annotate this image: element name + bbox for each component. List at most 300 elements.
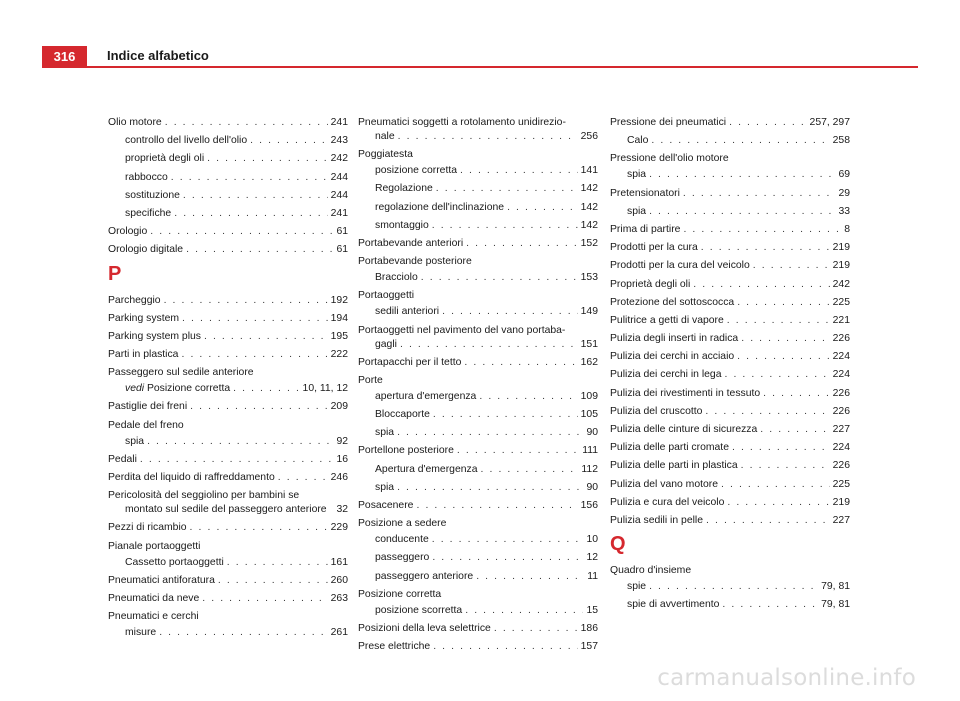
index-entry — [108, 226, 348, 238]
leader-dots — [727, 315, 830, 327]
index-entry — [108, 472, 348, 484]
entry-term: smontaggio — [375, 219, 429, 231]
leader-dots — [732, 442, 830, 454]
leader-dots — [400, 339, 578, 351]
leader-dots — [181, 349, 327, 361]
leader-dots — [433, 641, 577, 653]
page-title: Indice alfabetico — [107, 48, 209, 63]
entry-term: Olio motore — [108, 117, 162, 128]
leader-dots — [763, 388, 830, 400]
entry-term: Posizione corretta — [146, 383, 231, 395]
index-entry — [358, 464, 598, 476]
index-entry — [358, 605, 598, 617]
index-heading: Porte — [358, 374, 383, 386]
leader-dots — [233, 383, 299, 395]
leader-dots — [174, 208, 327, 220]
page-ref: 162 — [580, 356, 598, 368]
page-ref: 90 — [586, 427, 598, 439]
entry-term: Portapacchi per il tetto — [358, 356, 462, 368]
index-entry — [358, 571, 598, 583]
page-ref: 79, 81 — [821, 599, 850, 611]
entry-term: spia — [375, 481, 395, 493]
page-ref: 224 — [832, 442, 850, 454]
page-ref: 209 — [330, 401, 348, 413]
entry-term: spie di avvertimento — [627, 599, 720, 611]
index-entry — [610, 424, 850, 436]
leader-dots — [683, 188, 836, 200]
page-ref: 192 — [330, 294, 348, 306]
page-ref: 90 — [586, 481, 598, 493]
index-entry — [610, 135, 850, 147]
leader-dots — [741, 333, 829, 345]
leader-dots — [433, 409, 578, 421]
index-heading: Pneumatici soggetti a rotolamento unidirezio- — [358, 117, 566, 128]
index-entry — [610, 279, 850, 291]
entry-term: Pulizia degli inserti in radica — [610, 333, 739, 345]
page-ref: 226 — [832, 387, 850, 399]
page-ref: 92 — [336, 435, 348, 447]
index-entry — [358, 165, 598, 177]
entry-term: misure — [125, 627, 157, 639]
index-entry — [610, 333, 850, 345]
page-ref: 225 — [832, 478, 850, 490]
leader-dots — [436, 183, 578, 195]
page-ref: 194 — [330, 312, 348, 324]
index-entry — [108, 575, 348, 587]
index-entry — [358, 339, 598, 351]
entry-term: Pulizia delle cinture di sicurezza — [610, 424, 758, 435]
leader-dots — [724, 369, 829, 381]
page-ref: 221 — [832, 314, 850, 326]
page-ref: 246 — [330, 472, 348, 483]
index-entry — [358, 131, 598, 143]
index-entry — [108, 172, 348, 184]
entry-term: Parking system — [108, 312, 180, 324]
leader-dots — [481, 464, 579, 476]
entry-term: Apertura d'emergenza — [375, 463, 478, 475]
entry-term: passeggero anteriore — [375, 570, 474, 582]
index-entry — [358, 552, 598, 564]
index-entry — [108, 436, 348, 448]
leader-dots — [722, 599, 818, 611]
leader-dots — [432, 534, 584, 546]
leader-dots — [476, 571, 584, 583]
entry-term: passeggero — [375, 552, 430, 564]
entry-term: Pulizia delle parti cromate — [610, 442, 729, 454]
section-letter: Q — [610, 533, 626, 556]
index-entry — [108, 313, 348, 325]
page-ref: 222 — [330, 349, 348, 361]
index-entry — [358, 641, 598, 653]
index-entry — [610, 315, 850, 327]
index-heading: Pneumatici e cerchi — [108, 611, 199, 623]
watermark: carmanualsonline.info — [657, 665, 916, 691]
leader-dots — [202, 593, 327, 605]
entry-term: Pretensionatori — [610, 187, 680, 199]
index-entry — [358, 427, 598, 439]
index-entry — [610, 479, 850, 491]
index-column-3 — [610, 117, 850, 618]
index-entry — [108, 522, 348, 534]
page-ref: 151 — [580, 338, 598, 350]
index-entry — [610, 297, 850, 309]
page-ref: 226 — [832, 460, 850, 472]
page-ref: 161 — [330, 556, 348, 568]
page-ref: 111 — [582, 445, 598, 457]
leader-dots — [150, 226, 333, 238]
index-entry — [610, 515, 850, 527]
index-entry — [358, 500, 598, 512]
page-ref: 224 — [832, 369, 850, 381]
entry-term: Regolazione — [375, 183, 433, 195]
entry-term: Pulizia sedili in pelle — [610, 514, 703, 526]
page-ref: 79, 81 — [821, 581, 850, 593]
index-entry — [358, 623, 598, 635]
leader-dots — [432, 220, 578, 232]
index-entry — [108, 383, 348, 395]
page-ref: 11 — [587, 570, 598, 582]
index-entry — [610, 224, 850, 236]
entry-term: Calo — [627, 135, 649, 147]
index-heading: Pressione dell'olio motore — [610, 153, 729, 165]
index-heading: Pedale del freno — [108, 419, 184, 431]
index-entry — [358, 272, 598, 284]
entry-term: Pulizia del vano motore — [610, 478, 719, 490]
leader-dots — [416, 500, 577, 512]
entry-term: Pulizia delle parti in plastica — [610, 460, 738, 472]
leader-dots — [479, 391, 577, 403]
page-ref: 260 — [330, 574, 348, 586]
entry-term: Pressione dei pneumatici — [610, 117, 727, 128]
leader-dots — [737, 297, 829, 309]
page-ref: 219 — [832, 496, 850, 508]
page-ref: 15 — [586, 604, 598, 616]
entry-term: Portabevande anteriori — [358, 237, 464, 249]
leader-dots — [147, 436, 333, 448]
entry-term: Pneumatici antiforatura — [108, 574, 215, 586]
leader-dots — [737, 351, 829, 363]
index-entry — [108, 244, 348, 256]
page-ref: 225 — [832, 296, 850, 308]
index-entry — [610, 406, 850, 418]
page-ref: 142 — [580, 183, 598, 195]
page-ref: 109 — [580, 390, 598, 402]
entry-term: nale — [375, 131, 395, 142]
entry-term: montato sul sedile del passeggero anteriore — [125, 504, 327, 516]
leader-dots — [729, 117, 806, 129]
entry-term: Posizioni della leva selettrice — [358, 622, 491, 634]
index-entry — [610, 206, 850, 218]
entry-term: Parti in plastica — [108, 349, 179, 361]
leader-dots — [649, 581, 818, 593]
leader-dots — [727, 497, 829, 509]
entry-term: gagli — [375, 338, 397, 350]
index-entry — [358, 391, 598, 403]
page-ref: 186 — [580, 622, 598, 634]
page-ref: 244 — [330, 171, 348, 183]
page-ref: 12 — [586, 552, 598, 564]
leader-dots — [651, 135, 829, 147]
index-entry — [358, 534, 598, 546]
index-entry — [358, 238, 598, 250]
entry-term: Cassetto portaoggetti — [125, 556, 224, 568]
leader-dots — [507, 202, 578, 214]
entry-term: Bloccaporte — [375, 409, 430, 421]
page-ref: 61 — [336, 226, 348, 238]
entry-term: Pulizia dei cerchi in lega — [610, 369, 722, 381]
index-entry — [108, 557, 348, 569]
leader-dots — [683, 224, 841, 236]
page-ref: 227 — [832, 514, 850, 526]
header-rule — [42, 66, 918, 68]
index-heading: Poggiatesta — [358, 149, 413, 161]
entry-term: spie — [627, 581, 647, 593]
entry-term: Pulizia dei rivestimenti in tessuto — [610, 387, 761, 399]
leader-dots — [494, 623, 578, 635]
index-entry — [610, 599, 850, 611]
page-ref: 8 — [844, 223, 850, 235]
page-number: 316 — [42, 46, 87, 68]
entry-term: Prima di partire — [610, 223, 681, 235]
section-letter: P — [108, 262, 122, 285]
index-entry — [610, 581, 850, 593]
page-ref: 29 — [838, 187, 850, 199]
index-entry — [108, 117, 348, 129]
index-heading: Portaoggetti — [358, 290, 415, 302]
entry-term: spia — [627, 169, 647, 181]
leader-dots — [164, 295, 328, 307]
entry-term: controllo del livello dell'olio — [125, 135, 248, 147]
index-entry — [108, 190, 348, 202]
leader-dots — [278, 472, 328, 484]
index-entry — [610, 460, 850, 472]
entry-term: Pastiglie dei freni — [108, 401, 188, 413]
page-ref: 226 — [832, 405, 850, 417]
leader-dots — [397, 482, 583, 494]
leader-dots — [693, 279, 829, 291]
leader-dots — [165, 117, 328, 129]
page-ref: 105 — [580, 409, 598, 421]
leader-dots — [171, 172, 328, 184]
page-ref: 229 — [330, 522, 348, 534]
page-ref: 156 — [580, 500, 598, 511]
entry-term: Pulizia del cruscotto — [610, 405, 703, 417]
entry-term: sostituzione — [125, 189, 180, 201]
entry-term: Pedali — [108, 453, 137, 465]
entry-term: Orologio — [108, 226, 148, 238]
leader-dots — [432, 552, 583, 564]
index-entry — [610, 260, 850, 272]
index-entry — [610, 169, 850, 181]
leader-dots — [457, 445, 579, 457]
leader-dots — [649, 169, 835, 181]
index-column-2 — [358, 117, 598, 659]
page-ref: 61 — [336, 244, 348, 256]
index-entry — [108, 135, 348, 147]
index-heading: Pianale portaoggetti — [108, 540, 201, 552]
index-entry — [610, 388, 850, 400]
index-entry — [610, 242, 850, 254]
page-ref: 258 — [832, 135, 850, 147]
index-heading: Portaoggetti nel pavimento del vano portaba- — [358, 324, 566, 336]
index-entry — [108, 627, 348, 639]
leader-dots — [466, 238, 578, 250]
page-ref: 242 — [832, 278, 850, 290]
page-ref: 219 — [832, 242, 850, 254]
index-entry — [108, 504, 348, 516]
page-ref: 157 — [580, 641, 598, 653]
page-ref: 242 — [330, 153, 348, 165]
page-ref: 69 — [838, 169, 850, 181]
leader-dots — [753, 260, 830, 272]
entry-term: Pulitrice a getti di vapore — [610, 314, 724, 326]
index-entry — [358, 482, 598, 494]
entry-term: Protezione del sottoscocca — [610, 296, 735, 308]
leader-dots — [741, 460, 830, 472]
entry-term: spia — [375, 427, 395, 439]
leader-dots — [397, 427, 583, 439]
leader-dots — [421, 272, 578, 284]
entry-term: conducente — [375, 534, 429, 546]
index-entry — [610, 497, 850, 509]
index-heading: Passeggero sul sedile anteriore — [108, 367, 254, 379]
leader-dots — [227, 557, 328, 569]
page-ref: 10, 11, 12 — [302, 383, 348, 395]
leader-dots — [398, 131, 578, 143]
page-ref: 112 — [581, 463, 598, 475]
index-entry — [610, 117, 850, 129]
index-entry — [358, 445, 598, 457]
index-entry — [108, 153, 348, 165]
page-ref: 16 — [336, 453, 348, 465]
leader-dots — [706, 515, 830, 527]
page-ref: 263 — [330, 592, 348, 604]
index-heading: Portabevande posteriore — [358, 256, 472, 268]
entry-term: specifiche — [125, 207, 172, 219]
index-entry — [610, 351, 850, 363]
page-ref: 244 — [330, 189, 348, 201]
entry-term: regolazione dell'inclinazione — [375, 201, 505, 213]
index-entry — [610, 188, 850, 200]
leader-dots — [649, 206, 835, 218]
entry-term: Pezzi di ricambio — [108, 522, 187, 534]
page-ref: 261 — [330, 627, 348, 639]
leader-dots — [760, 424, 829, 436]
index-entry — [358, 220, 598, 232]
page-ref: 243 — [330, 135, 348, 147]
index-entry — [358, 202, 598, 214]
leader-dots — [183, 190, 328, 202]
entry-term: apertura d'emergenza — [375, 390, 477, 402]
entry-term: Pneumatici da neve — [108, 592, 200, 604]
page-ref: 152 — [580, 237, 598, 249]
entry-term: spia — [125, 435, 145, 447]
index-entry — [358, 183, 598, 195]
index-heading: Posizione corretta — [358, 588, 442, 600]
page-ref: 141 — [580, 165, 598, 177]
entry-term: Perdita del liquido di raffreddamento — [108, 472, 275, 483]
entry-term: spia — [627, 205, 647, 217]
index-entry — [358, 357, 598, 369]
page-ref: 195 — [330, 330, 348, 342]
index-entry — [358, 306, 598, 318]
index-heading: Pericolosità del seggiolino per bambini se — [108, 490, 300, 502]
page-ref: 149 — [580, 306, 598, 318]
leader-dots — [207, 153, 328, 165]
page-ref: 224 — [832, 351, 850, 363]
leader-dots — [701, 242, 830, 254]
page-ref: 142 — [580, 219, 598, 231]
index-entry — [358, 409, 598, 421]
leader-dots — [140, 454, 334, 466]
entry-term: Orologio digitale — [108, 244, 184, 256]
leader-dots — [465, 605, 583, 617]
entry-term: Parking system plus — [108, 330, 201, 342]
entry-term: Pulizia dei cerchi in acciaio — [610, 351, 735, 363]
leader-dots — [218, 575, 328, 587]
leader-dots — [442, 306, 578, 318]
index-entry — [108, 454, 348, 466]
entry-term: Prodotti per la cura del veicolo — [610, 260, 750, 272]
entry-term: proprietà degli oli — [125, 153, 205, 165]
page-ref: 153 — [580, 272, 598, 284]
leader-dots — [190, 401, 328, 413]
leader-dots — [204, 331, 328, 343]
leader-dots — [464, 357, 577, 369]
page-ref: 32 — [336, 504, 348, 516]
leader-dots — [190, 522, 328, 534]
leader-dots — [705, 406, 829, 418]
index-entry — [108, 349, 348, 361]
index-entry — [108, 593, 348, 605]
page-ref: 10 — [586, 534, 598, 546]
leader-dots — [186, 244, 333, 256]
entry-term: Prodotti per la cura — [610, 242, 698, 254]
entry-term: Parcheggio — [108, 294, 161, 306]
entry-term: posizione corretta — [375, 165, 458, 177]
index-entry — [108, 331, 348, 343]
entry-term: Bracciolo — [375, 272, 418, 284]
page-ref: 241 — [330, 117, 348, 128]
page-ref: 241 — [330, 207, 348, 219]
entry-term: Proprietà degli oli — [610, 278, 691, 290]
page-ref: 227 — [832, 424, 850, 435]
index-heading: Posizione a sedere — [358, 518, 447, 530]
page-ref: 219 — [832, 260, 850, 272]
index-entry — [610, 369, 850, 381]
entry-term: sedili anteriori — [375, 306, 440, 318]
entry-term: Posacenere — [358, 500, 414, 511]
entry-term: posizione scorretta — [375, 604, 463, 616]
leader-dots — [460, 165, 578, 177]
page-ref: 33 — [838, 205, 850, 217]
index-entry — [108, 401, 348, 413]
index-entry — [108, 208, 348, 220]
leader-dots — [182, 313, 328, 325]
page-ref: 142 — [580, 201, 598, 213]
index-entry — [610, 442, 850, 454]
entry-term: rabbocco — [125, 171, 168, 183]
leader-dots — [250, 135, 328, 147]
see-also-label: vedi — [125, 383, 145, 395]
entry-term: Pulizia e cura del veicolo — [610, 496, 725, 508]
page-ref: 257, 297 — [809, 117, 850, 128]
index-entry — [108, 295, 348, 307]
page-ref: 256 — [580, 131, 598, 142]
index-column-1 — [108, 117, 348, 645]
page-ref: 226 — [832, 333, 850, 345]
index-heading: Quadro d'insieme — [610, 565, 692, 577]
